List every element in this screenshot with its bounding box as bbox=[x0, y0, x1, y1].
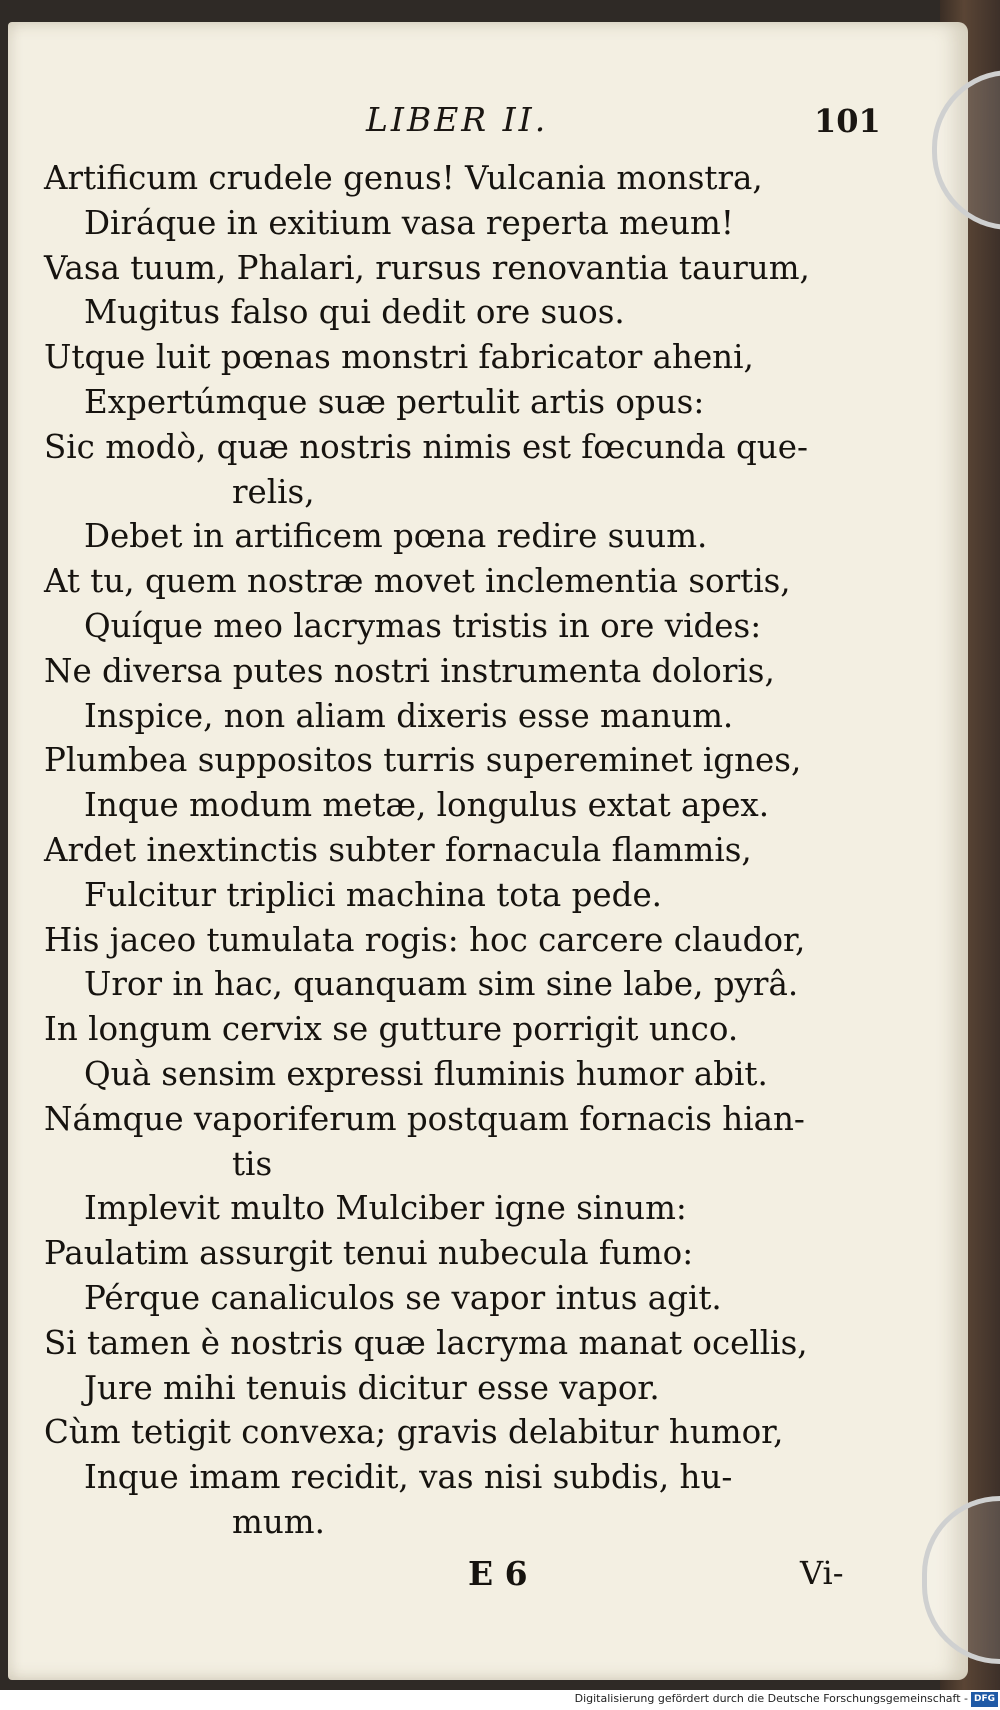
poem-line: Quíque meo lacrymas tristis in ore vides: bbox=[84, 606, 762, 645]
signature-mark: E 6 bbox=[468, 1554, 528, 1593]
poem-line: Námque vaporiferum postquam fornacis hian- bbox=[44, 1099, 805, 1138]
poem-line: Inque modum metæ, longulus extat apex. bbox=[84, 786, 770, 825]
poem-line: Fulcitur triplici machina tota pede. bbox=[84, 875, 663, 914]
poem-line: Si tamen è nostris quæ lacryma manat ocellis, bbox=[44, 1323, 808, 1362]
poem-line: Inque imam recidit, vas nisi subdis, hu- bbox=[84, 1458, 733, 1497]
poem-line: Mugitus falso qui dedit ore suos. bbox=[84, 293, 625, 332]
page-footer bbox=[8, 1554, 968, 1604]
poem-line: Pérque canaliculos se vapor intus agit. bbox=[84, 1278, 722, 1317]
poem-line: Implevit multo Mulciber igne sinum: bbox=[84, 1189, 687, 1228]
poem-line-continuation: tis bbox=[232, 1144, 273, 1183]
poem-text bbox=[44, 156, 924, 1545]
poem-line: Quà sensim expressi fluminis humor abit. bbox=[84, 1054, 768, 1093]
poem-line: Cùm tetigit convexa; gravis delabitur humor, bbox=[44, 1413, 784, 1452]
poem-line: His jaceo tumulata rogis: hoc carcere claudor, bbox=[44, 920, 806, 959]
dfg-logo: DFG bbox=[971, 1692, 998, 1707]
page-number: 101 bbox=[814, 102, 881, 140]
poem-line: In longum cervix se gutture porrigit unco. bbox=[44, 1010, 739, 1049]
poem-line: Vasa tuum, Phalari, rursus renovantia taurum, bbox=[44, 248, 810, 287]
catchword: Vi- bbox=[800, 1554, 844, 1592]
poem-line: Paulatim assurgit tenui nubecula fumo: bbox=[44, 1234, 694, 1273]
poem-line: Plumbea suppositos turris supereminet ignes, bbox=[44, 741, 802, 780]
poem-line: Artificum crudele genus! Vulcania monstra, bbox=[44, 159, 763, 197]
page-header bbox=[8, 100, 968, 150]
poem-line: Utque luit pœnas monstri fabricator aheni, bbox=[44, 338, 754, 377]
poem-line: Sic modò, quæ nostris nimis est fœcunda que- bbox=[44, 427, 808, 466]
poem-line: Ne diversa putes nostri instrumenta doloris, bbox=[44, 651, 775, 690]
poem-line-continuation: mum. bbox=[232, 1502, 325, 1541]
credit-bar bbox=[0, 1690, 1000, 1710]
poem-line: Ardet inextinctis subter fornacula flammis, bbox=[44, 830, 752, 869]
poem-line: Diráque in exitium vasa reperta meum! bbox=[84, 203, 734, 242]
poem-line: Jure mihi tenuis dicitur esse vapor. bbox=[84, 1368, 660, 1407]
book-page bbox=[8, 22, 968, 1680]
poem-line: At tu, quem nostræ movet inclementia sortis, bbox=[44, 562, 791, 601]
poem-line: Expertúmque suæ pertulit artis opus: bbox=[84, 382, 705, 421]
poem-line: Inspice, non aliam dixeris esse manum. bbox=[84, 696, 734, 735]
digitization-credit: Digitalisierung gefördert durch die Deutsche Forschungsgemeinschaft - bbox=[574, 1692, 968, 1705]
running-head: LIBER II. bbox=[366, 100, 549, 139]
poem-line: Debet in artificem pœna redire suum. bbox=[84, 517, 708, 556]
poem-line: Uror in hac, quanquam sim sine labe, pyrâ. bbox=[84, 965, 799, 1004]
poem-line-continuation: relis, bbox=[232, 472, 315, 511]
